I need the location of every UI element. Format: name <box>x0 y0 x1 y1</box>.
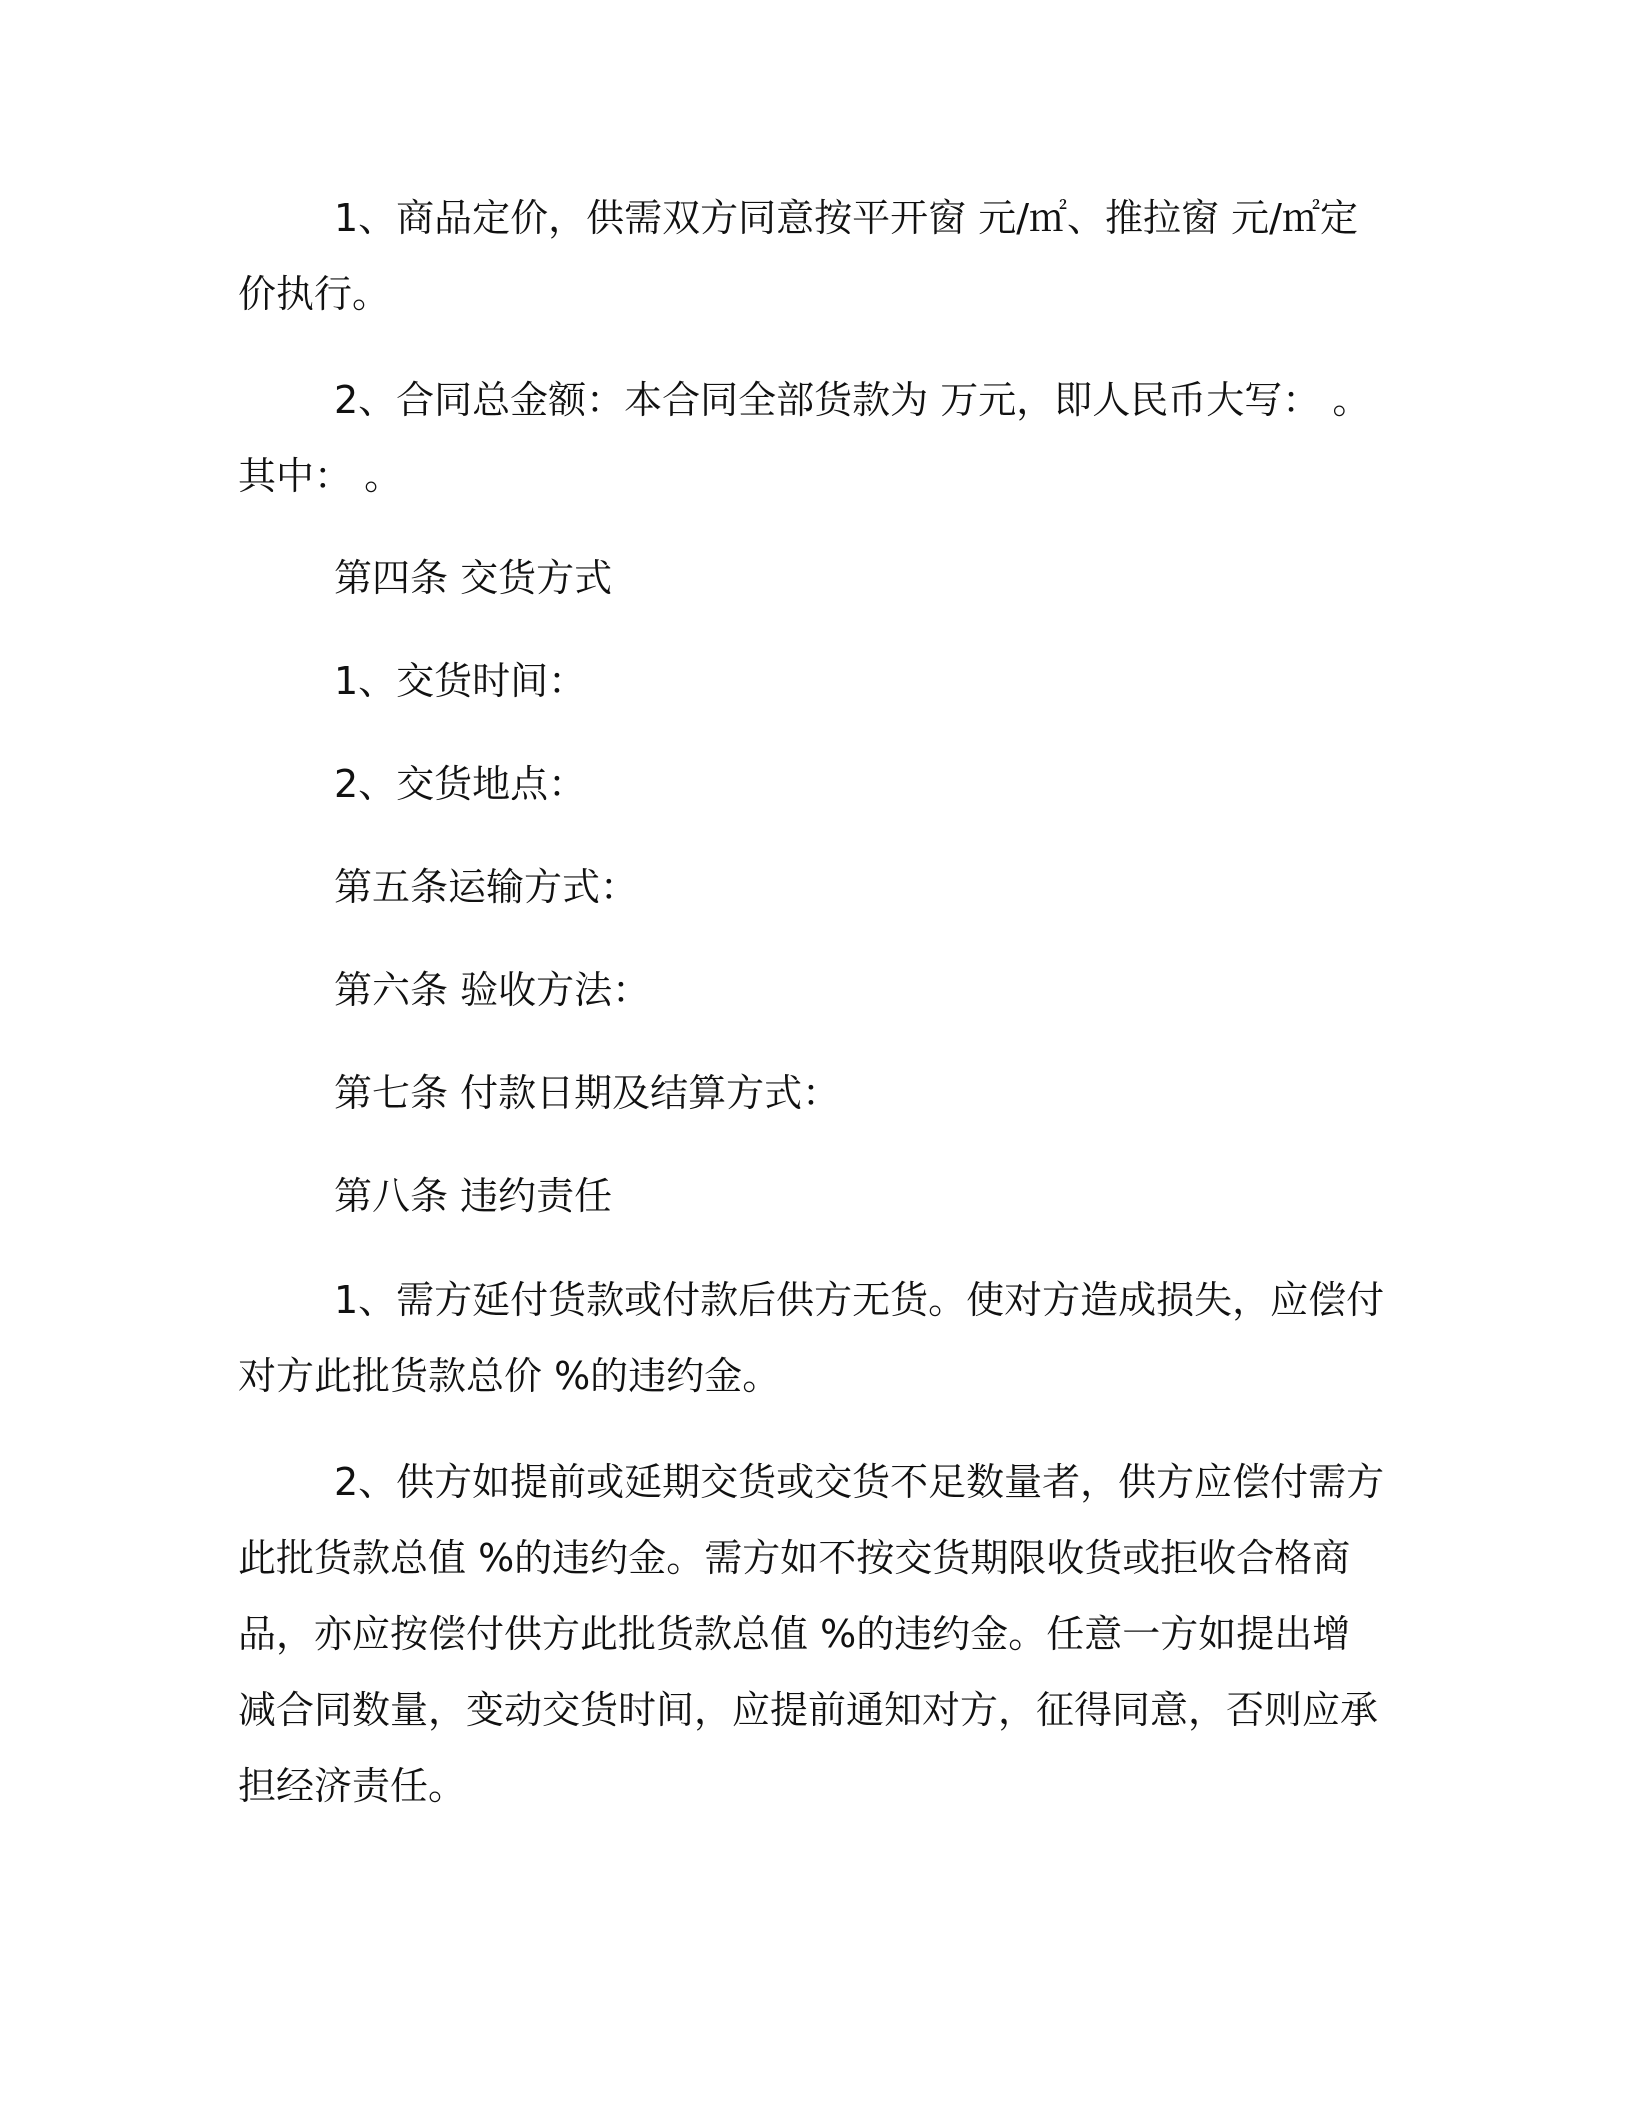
delivery-time-item: 1、交货时间： <box>334 659 587 703</box>
late-payment-clause: 1、需方延付货款或付款后供方无货。使对方造成损失，应偿付对方此批货款总价 %的违约金。 <box>238 1278 1385 1398</box>
article-6-heading: 第六条 验收方法： <box>334 968 651 1012</box>
delivery-breach-clause: 2、供方如提前或延期交货或交货不足数量者，供方应偿付需方此批货款总值 %的违约金。需方如不按交货期限收货或拒收合格商品，亦应按偿付供方此批货款总值 %的违约金。任意一方如提出增减合同数量，变动交货时间，应提前通知对方，征得同意，否则应承担经济责任。 <box>238 1460 1385 1808</box>
article-4-heading: 第四条 交货方式 <box>334 556 613 600</box>
delivery-place-item: 2、交货地点： <box>334 762 587 806</box>
article-8-heading: 第八条 违约责任 <box>334 1174 613 1218</box>
total-amount-clause: 2、合同总金额：本合同全部货款为 万元，即人民币大写： 。其中： 。 <box>238 378 1371 498</box>
article-7-heading: 第七条 付款日期及结算方式： <box>334 1071 841 1115</box>
article-5-heading: 第五条运输方式： <box>334 865 639 909</box>
pricing-clause: 1、商品定价，供需双方同意按平开窗 元/㎡、推拉窗 元/㎡定价执行。 <box>238 196 1358 316</box>
